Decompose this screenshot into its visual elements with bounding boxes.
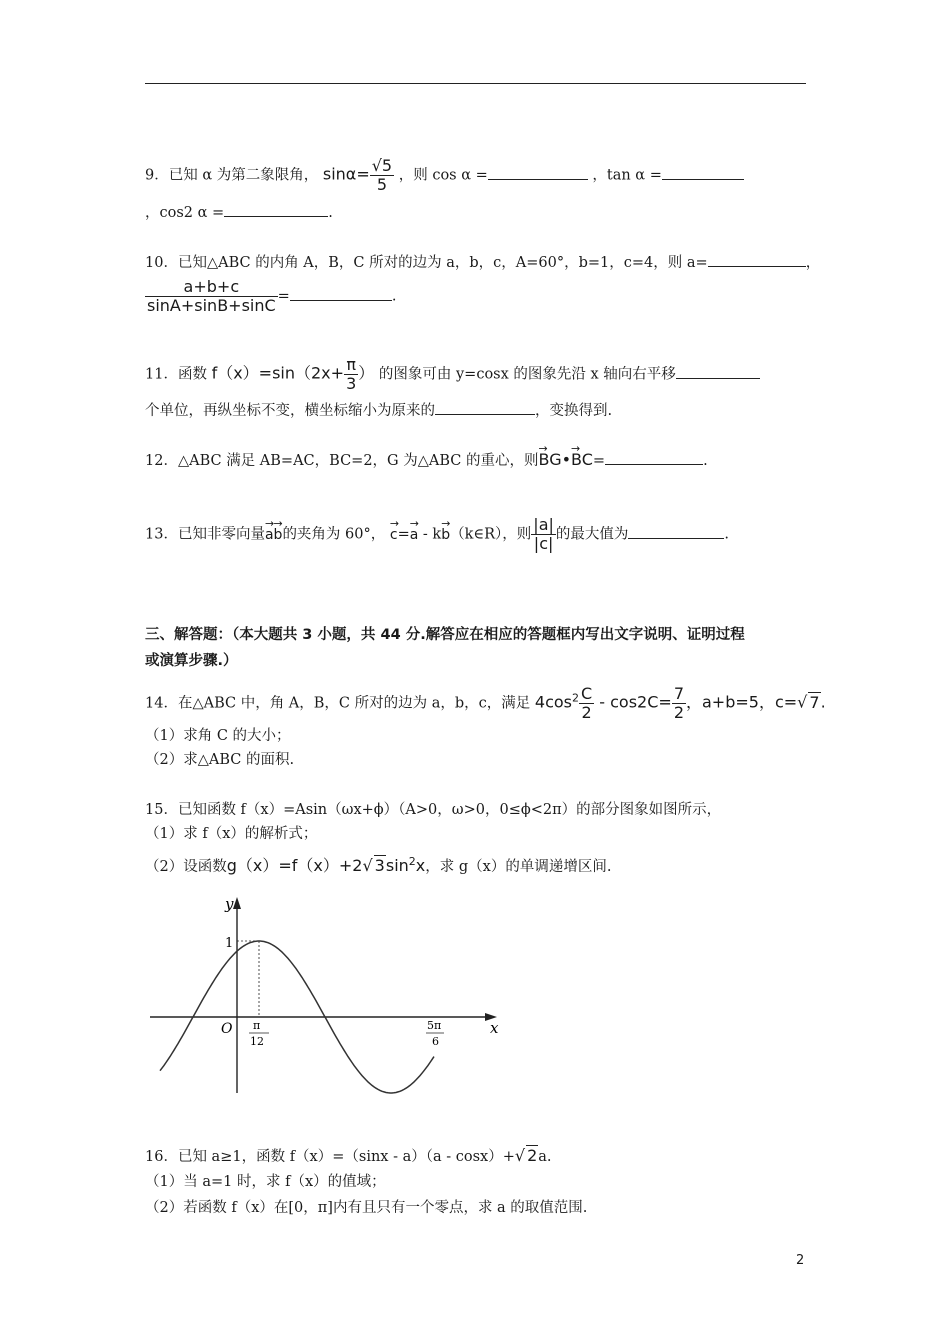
q11-fraction	[344, 356, 358, 393]
q14-radical: √	[797, 692, 808, 712]
q16-radical: √	[514, 1146, 526, 1165]
q12-text: 12．△ABC 满足 AB=AC，BC=2，G 为△ABC 的重心，则	[145, 453, 539, 469]
q11-text-c: 个单位，再纵坐标不变，横坐标缩小为原来的	[145, 403, 435, 419]
q15-text-b: ，求 g（x）的单调递增区间.	[425, 858, 612, 875]
q10-text-b: ，	[805, 255, 821, 271]
question-9-line2	[145, 202, 333, 223]
q13-blank[interactable]	[628, 524, 724, 539]
q14-sup: 2	[572, 691, 580, 705]
q11-blank-2[interactable]	[435, 400, 535, 415]
q10-text-d: .	[391, 288, 397, 305]
q14-f3: ，a+b=5，c=	[686, 692, 798, 712]
q15-radical: √	[362, 855, 373, 875]
q15-text: （2）设函数	[145, 858, 227, 875]
q10-text-c: =	[277, 288, 290, 305]
q13-vector-a: → a	[265, 525, 274, 545]
q14-num1: C	[581, 684, 593, 703]
q9-sin: sinα=	[322, 164, 370, 184]
q15-g3: x	[415, 855, 426, 875]
q14-den1: 2	[581, 703, 592, 722]
q15-sup: 2	[408, 855, 416, 868]
q11-func: f（x）=sin（2x+	[211, 363, 345, 383]
section-heading-line2: 或演算步骤.）	[145, 653, 238, 669]
q14-part1: （1）求角 C 的大小；	[145, 728, 291, 744]
q11-blank-1[interactable]	[676, 364, 760, 379]
q10-text: 10．已知△ABC 的内角 A，B，C 所对的边为 a，b，c，A=60°，b=1，c=4，则 a=	[145, 255, 708, 271]
tick-5pi6-den: 6	[432, 1035, 439, 1048]
q11-paren: ）	[358, 363, 375, 383]
q15-part1: （1）求 f（x）的解析式；	[145, 826, 318, 842]
q12-vector-bg: → BG	[539, 450, 562, 470]
q9-den: 5	[376, 175, 388, 194]
q12-text-b: =	[592, 453, 606, 469]
function-graph	[145, 893, 515, 1098]
question-9	[145, 157, 744, 194]
q14-f4: .	[820, 692, 826, 712]
y-label: y	[225, 895, 234, 913]
q13-vector-a2: → a	[410, 525, 419, 545]
header-rule	[145, 83, 806, 84]
tick-5pi6-num: 5π	[427, 1019, 442, 1032]
origin-label: O	[221, 1021, 233, 1037]
q13-text-e: .	[724, 526, 729, 543]
q14-fraction-1	[579, 685, 594, 722]
q13-vector-b2: → b	[441, 525, 450, 545]
q13-den: |c|	[533, 534, 554, 553]
tick-pi12-den: 12	[250, 1035, 264, 1048]
question-10-line2	[145, 278, 396, 315]
q15-g1: g（x）=f（x）+2	[226, 855, 363, 875]
tick-1: 1	[225, 936, 234, 951]
q13-vector-c: → c	[390, 525, 398, 545]
q14-den2: 2	[673, 703, 684, 722]
page-number: 2	[796, 1253, 805, 1268]
q11-den: 3	[346, 374, 357, 393]
question-14	[145, 685, 826, 722]
question-15: 15．已知函数 f（x）=Asin（ωx+ϕ）（A>0，ω>0，0≤ϕ<2π）的部分图象如图所示，	[145, 802, 722, 818]
q14-num2: 7	[673, 684, 684, 703]
q14-text: 14．在△ABC 中，角 A，B，C 所对的边为 a，b，c，满足	[145, 695, 531, 712]
q16-sqrt: 2	[527, 1146, 538, 1165]
q12-vector-bc: → BC	[571, 450, 593, 470]
q12-dot: •	[561, 450, 572, 469]
q13-text: 13．已知非零向量	[145, 526, 265, 543]
q13-minus: - k	[418, 526, 442, 543]
q9-blank-2[interactable]	[662, 165, 744, 180]
q10-num: a+b+c	[145, 278, 278, 297]
question-11-line2	[145, 400, 612, 421]
q10-den: sinA+sinB+sinC	[147, 296, 276, 315]
q9-text-e: .	[328, 205, 333, 221]
q15-part2	[145, 852, 611, 877]
q9-text-d: ，cos2 α =	[145, 205, 225, 221]
q11-text-b: 的图象可由 y=cosx 的图象先沿 x 轴向右平移	[378, 366, 676, 383]
q11-text-d: ，变换得到.	[535, 403, 613, 419]
question-10	[145, 252, 820, 273]
q9-num: √5	[371, 156, 393, 175]
q9-text-c: ，tan α =	[592, 167, 662, 184]
question-16	[145, 1145, 552, 1167]
q14-sqrt: 7	[809, 692, 820, 712]
q16-text: 16．已知 a≥1，函数 f（x）=（sinx - a）（a - cosx）+	[145, 1149, 515, 1165]
q15-sqrt: 3	[374, 855, 385, 875]
q13-fraction	[531, 516, 556, 553]
y-axis-arrow	[233, 897, 241, 909]
q9-text-b: ，则 cos α =	[398, 167, 488, 184]
q13-num: |a|	[533, 515, 554, 534]
section-heading: 三、解答题：（本大题共 3 小题，共 44 分.解答应在相应的答题框内写出文字说明、证明过程	[145, 627, 745, 643]
q13-text-b: 的夹角为 60°，	[282, 526, 386, 543]
question-11	[145, 356, 760, 393]
q13-eq: =	[397, 526, 410, 543]
question-12	[145, 450, 708, 471]
q9-blank-3[interactable]	[224, 202, 328, 217]
q12-blank[interactable]	[605, 450, 703, 465]
q13-text-d: 的最大值为	[555, 526, 629, 543]
q14-part2: （2）求△ABC 的面积.	[145, 752, 295, 768]
q12-text-c: .	[703, 453, 708, 469]
q10-blank-1[interactable]	[708, 252, 806, 267]
q9-blank-1[interactable]	[488, 165, 588, 180]
q9-fraction	[370, 157, 394, 194]
q14-f1: 4cos	[534, 692, 573, 712]
q13-text-c: （k∈R），则	[450, 526, 532, 543]
q16-text-b: a.	[538, 1149, 552, 1165]
q10-fraction	[145, 278, 278, 315]
q16-part1: （1）当 a=1 时，求 f（x）的值域；	[145, 1174, 386, 1190]
x-label: x	[490, 1019, 499, 1037]
q14-f2: - cos2C=	[594, 692, 672, 712]
q11-text: 11．函数	[145, 366, 207, 383]
q10-blank-2[interactable]	[290, 286, 392, 301]
q15-g2: sin	[385, 855, 409, 875]
q11-num: π	[344, 356, 358, 375]
tick-pi12-num: π	[253, 1019, 261, 1032]
q16-part2: （2）若函数 f（x）在[0，π]内有且只有一个零点，求 a 的取值范围.	[145, 1200, 588, 1216]
q9-text: 9．已知 α 为第二象限角，	[145, 167, 319, 184]
q13-vector-b: → b	[274, 525, 283, 545]
question-13	[145, 516, 729, 553]
q14-fraction-2	[672, 685, 686, 722]
